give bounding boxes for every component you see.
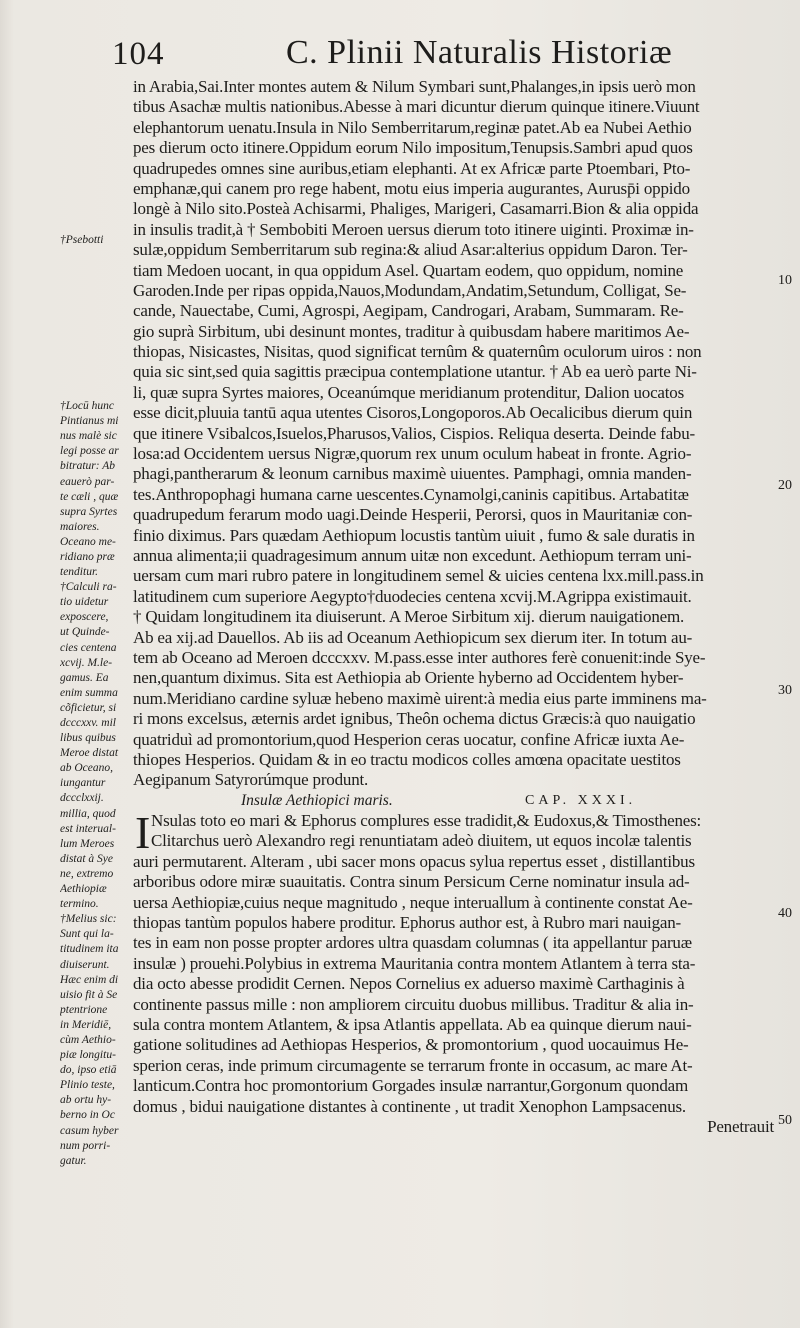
margin-note-line: exposcere, xyxy=(60,611,109,624)
margin-note-line: ab Oceano, xyxy=(60,762,114,775)
text-lines-before-line: pes dierum octo itinere.Oppidum eorum Nilo impositum,Tenupsis.Sambri apud quos xyxy=(133,138,693,158)
margin-note-line: enim summa xyxy=(60,686,118,699)
margin-note-line xyxy=(60,248,132,263)
margin-note-line: Pintianus mi xyxy=(60,415,119,428)
margin-note-line: gamus. Ea xyxy=(60,671,109,684)
margin-note-line: †Psebotti xyxy=(60,234,104,246)
margin-note-line: titudinem ita xyxy=(60,943,119,956)
margin-note-line xyxy=(60,384,132,399)
text-lines-before-line: quatriduì ad promontorium,quod Hesperion ceras uocatur, confine Africæ iuxta Ae- xyxy=(133,729,685,749)
margin-note-line: cies centena xyxy=(60,641,117,654)
text-lines-before-line: li, quæ supra Syrtes maiores, Oceanúmque meridianum protenditur, Dalion uocatos xyxy=(133,382,685,402)
margin-note-line: in Meridiē, xyxy=(60,1018,112,1031)
text-lines-before-line: Ab ea xij.ad Dauellos. Ab iis ad Oceanum Aethiopicum sex dierum iter. In totum au- xyxy=(133,627,693,647)
text-lines-before-line: thiopes Hesperios. Quidam & in eo tractu modicos colles amœna opacitate uestitos xyxy=(133,749,681,769)
text-lines-after-line: sula contra montem Atlantem, & ipsa Atlantis appellata. Ab ea quinque dierum naui- xyxy=(133,1014,692,1034)
text-lines-after-line: tes in eam non posse propter ardores ultra quasdam columnas ( ita appellantur paruæ xyxy=(133,933,692,953)
margin-note-line: bitratur: Ab xyxy=(60,460,116,473)
margin-note-line: te cæli , quæ xyxy=(60,490,119,503)
text-lines-after-line: domus , bidui nauigatione distantes à continente , ut tradit Xenophon Lampsacenus. xyxy=(133,1096,686,1116)
margin-note-line: est interual- xyxy=(60,822,116,835)
margin-note-line xyxy=(60,293,132,308)
text-lines-after-line: continente passus mille : non ampliorem circuitu duobus millibus. Traditur & alia in- xyxy=(133,994,694,1014)
text-lines-before-line: tem ab Oceano ad Meroen dcccxxv. M.pass.esse inter authores ferè conuenit:inde Sye- xyxy=(133,647,706,667)
text-lines-before-line: phagi,pantherarum & leonum carnibus maximè uiuentes. Pamphagi, omnia manden- xyxy=(133,464,692,484)
text-lines-before-line: quadrupedum ferarum modo uagi.Deinde Hesperii, Perorsi, quos in Mauritaniæ con- xyxy=(133,505,693,525)
page-number: 104 xyxy=(112,36,165,72)
text-lines-before-line: tiam Medoen uocant, in qua oppidum Asel. Quartam eodem, quo oppidum, nomine xyxy=(133,260,684,280)
line-number-30: 30 xyxy=(778,683,792,698)
text-lines-after-line: thiopas tantùm populos habere proditur. Ephorus author est, à Rubro mari nauigan- xyxy=(133,913,681,933)
margin-note-line: cùm Aethio- xyxy=(60,1033,116,1046)
margin-note-line xyxy=(60,324,132,339)
margin-note-line: Sunt qui la- xyxy=(60,928,114,941)
line-number-20: 20 xyxy=(778,478,792,493)
margin-note-line: berno in Oc xyxy=(60,1109,115,1122)
text-lines-before-line: quadrupedes omnes sine auribus,etiam elephanti. At ex Africæ parte Ptoembari, Pto- xyxy=(133,158,691,178)
margin-note-line: num porri- xyxy=(60,1139,111,1152)
margin-note-line: piæ longitu- xyxy=(60,1049,116,1062)
text-lines-before-line: thiopas, Nisicastes, Nisitas, quod significat ternûm & quaternûm oculorum uiros : non xyxy=(133,342,702,362)
margin-note-line: millia, quod xyxy=(60,807,116,820)
margin-note-line: iungantur xyxy=(60,777,106,790)
margin-note-line xyxy=(60,278,132,293)
text-lines-before-line: quia sic sint,sed quia sagittis præcipua contemplatione utantur. † Ab ea uerò parte Ni- xyxy=(133,362,697,382)
text-lines-before-line: longè à Nilo sito.Posteà Achisarmi, Phaliges, Marigeri, Casamarri.Bion & alia oppida xyxy=(133,199,699,219)
margin-note-line: †Locū hunc xyxy=(60,400,114,413)
margin-note-line: Aethiopiæ xyxy=(60,883,107,896)
text-lines-after-line: uersa Aethiopiæ,cuius neque magnitudo , neque interuallum à continente constat Ae- xyxy=(133,892,693,912)
margin-note-line: distat à Sye xyxy=(60,852,114,865)
margin-note-line: Hæc enim di xyxy=(60,973,119,986)
text-lines-before-line: gio suprà Sirbitum, ubi desinunt montes, traditur à quibusdam habere maritimos Ae- xyxy=(133,321,690,341)
main-text xyxy=(133,77,776,1137)
margin-note-line: legi posse ar xyxy=(60,445,119,458)
margin-note-line: Meroe distat xyxy=(60,747,119,760)
text-lines-before-line: sulæ,oppidum Semberritarum sub regina:& aliud Asar:alterius oppidum Daron. Ter- xyxy=(133,240,688,260)
margin-note-line: eauerò par- xyxy=(60,475,115,488)
margin-note-line: maiores. xyxy=(60,520,100,533)
text-lines-before-line: elephantorum uenatu.Insula in Nilo Semberritarum,reginæ patet.Ab ea Nubei Aethio xyxy=(133,117,692,137)
text-lines-before-line: in Arabia,Sai.Inter montes autem & Nilum Symbari sunt,Phalanges,in ipsis uerò mon xyxy=(133,77,696,96)
text-lines-after-line: auri permutarent. Alteram , ubi sacer mons opacus sylua repertus esset , distillantibus xyxy=(133,851,695,871)
running-title: C. Plinii Naturalis Historiæ xyxy=(286,34,673,71)
margin-note-line xyxy=(60,339,132,354)
text-lines-after-line: gatione solitudines ad Aethiopas Hesperios, & promontorium , quod uocauimus He- xyxy=(133,1035,689,1055)
text-lines-before-line: Aegipanum Satyrorúmque produnt. xyxy=(133,770,369,790)
text-lines-before-line: Garoden.Inde per ripas oppida,Nauos,Modundam,Andatim,Setundum, Colligat, Se- xyxy=(133,280,687,300)
line-number-10: 10 xyxy=(778,273,792,288)
chapter-label: CAP. XXXI. xyxy=(525,792,637,808)
margin-note-line: termino. xyxy=(60,898,99,911)
margin-note-line: ne, extremo xyxy=(60,867,114,880)
text-lines-before-line: que itinere Vsibalcos,Isuelos,Pharusos,Valios, Cispios. Reliqua deserta. Deinde fabu- xyxy=(133,423,695,443)
text-lines-after-line: lanticum.Contra hoc promontorium Gorgades insulæ narrantur,Gorgonum quondam xyxy=(133,1076,688,1096)
margin-note-line: tio uidetur xyxy=(60,596,109,609)
margin-note-line xyxy=(60,354,132,369)
text-lines-before-line: num.Meridiano cardine syluæ hebeno maximè uirent:à media eius parte imminens ma- xyxy=(133,688,707,708)
margin-note-line: Oceano me- xyxy=(60,535,116,548)
text-lines-after-line: Nsulas toto eo mari & Ephorus complures esse tradidit,& Eudoxus,& Timosthenes: xyxy=(151,811,702,831)
margin-note-line: ridiano præ xyxy=(60,550,115,563)
drop-cap: I xyxy=(135,807,151,859)
margin-note-line: dccclxxij. xyxy=(60,792,104,805)
text-lines-after-line: Clitarchus uerò Alexandro regi renuntiatam adeò diuitem, ut equos incolæ talentis xyxy=(151,831,692,851)
text-lines-before-line: emphanæ,qui canem pro rege habent, motu eius imperia augurantes, Aurusp̄i oppido xyxy=(133,178,690,198)
margin-note-line: casum hyber xyxy=(60,1124,119,1137)
margin-notes xyxy=(60,233,132,1169)
text-lines-before-line: tes.Anthropophagi humana carne uescentes.Cynamolgi,caninis capitibus. Artabatitæ xyxy=(133,484,689,504)
text-lines-after-line: insulæ ) prouehi.Polybius in extrema Mauritania contra montem Atlantem à terra sta- xyxy=(133,953,696,973)
text-lines-before-line: in insulis tradit,à † Sembobiti Meroen uersus dierum toto itinere uiginti. Proximæ in- xyxy=(133,219,694,239)
margin-note-line: Plinio teste, xyxy=(60,1079,115,1092)
margin-note-line: do, ipso etiā xyxy=(60,1064,117,1077)
margin-note-line: cõficietur, si xyxy=(60,701,117,714)
margin-note-line: ut Quinde- xyxy=(60,626,110,639)
margin-note-line xyxy=(60,369,132,384)
margin-note-line: supra Syrtes xyxy=(60,505,118,518)
margin-note-line: nus malè sic xyxy=(60,430,117,443)
text-block-before xyxy=(133,77,776,791)
text-lines-before-line: uersam cum mari rubro patere in longitudinem semel & uicies centena lxx.mill.pass.in xyxy=(133,566,704,586)
margin-note-line: ptentrione xyxy=(60,1003,108,1016)
text-lines-before-line: finio diximus. Pars quædam Aethiopum locustis tantùm uiuit , fumo & sale duratis in xyxy=(133,525,695,545)
text-lines-before-line: losa:ad Occidentem uersus Nigræ,quorum rex unum oculum habeat in fronte. Agrio- xyxy=(133,444,692,464)
margin-note-line xyxy=(60,308,132,323)
margin-note-line: †Calculi ra- xyxy=(60,581,117,594)
text-block-after xyxy=(133,807,776,1117)
margin-note-line: tenditur. xyxy=(60,566,99,579)
text-lines-before-line: esse dicit,pluuia tantū aqua utentes Cisoros,Longoporos.Ab Oecalicibus dierum quin xyxy=(133,403,693,423)
line-number-40: 40 xyxy=(778,906,792,921)
margin-note-line: diuiserunt. xyxy=(60,958,110,971)
margin-note-line: libus quibus xyxy=(60,732,116,745)
text-lines-before-line: ri mons excelsus, æternis ardet ignibus, Theôn ochema dictus Græcis:à quo nauigatio xyxy=(133,709,696,729)
margin-note-line: xcvij. M.le- xyxy=(60,656,113,669)
margin-note-line: dcccxxv. mil xyxy=(60,717,116,729)
catchword: Penetrauit xyxy=(707,1116,774,1136)
text-lines-before-line: nen,quantum diximus. Sita est Aethiopia ab Oriente hyberno ad Occidentem hyber- xyxy=(133,668,684,688)
margin-note-line: †Melius sic: xyxy=(60,913,117,926)
text-lines-after-line: arboribus odore miræ suauitatis. Contra sinum Persicum Cerne nominatur insula ad- xyxy=(133,872,690,892)
text-lines-before-line: cande, Nauectabe, Cumi, Agrospi, Aegipam, Candrogari, Arabam, Summaram. Re- xyxy=(133,301,684,321)
text-lines-before-line: annua alimenta;ii quadragesimum annum uitæ non excedunt. Aethiopum terram uni- xyxy=(133,545,692,565)
margin-note-line: lum Meroes xyxy=(60,837,115,850)
section-title: Insulæ Aethiopici maris. xyxy=(241,791,393,809)
margin-note-line xyxy=(60,263,132,278)
text-lines-after-line: dia octo abesse prodidit Cernen. Nepos Cornelius ex aduerso maximè Carthaginis à xyxy=(133,974,685,994)
margin-note-line: ab ortu hy- xyxy=(60,1094,112,1107)
text-lines-after-line: sperion ceras, inde primum circumagente se terrarum fronte in occasum, ac mare At- xyxy=(133,1055,693,1075)
margin-note-line: gatur. xyxy=(60,1154,87,1167)
text-lines-before-line: † Quidam longitudinem ita diuiserunt. A Meroe Sirbitum xij. dierum nauigationem. xyxy=(133,607,685,627)
text-lines-before-line: tibus Asachæ multis nationibus.Abesse à mari dicuntur dierum quinque itinere.Viuunt xyxy=(133,97,700,117)
margin-note-line: uisio fit à Se xyxy=(60,988,118,1001)
text-lines-before-line: latitudinem cum superiore Aegypto†duodecies centena xcvij.M.Agrippa existimauit. xyxy=(133,586,692,606)
section-heading xyxy=(133,791,776,811)
line-number-50: 50 xyxy=(778,1113,792,1128)
